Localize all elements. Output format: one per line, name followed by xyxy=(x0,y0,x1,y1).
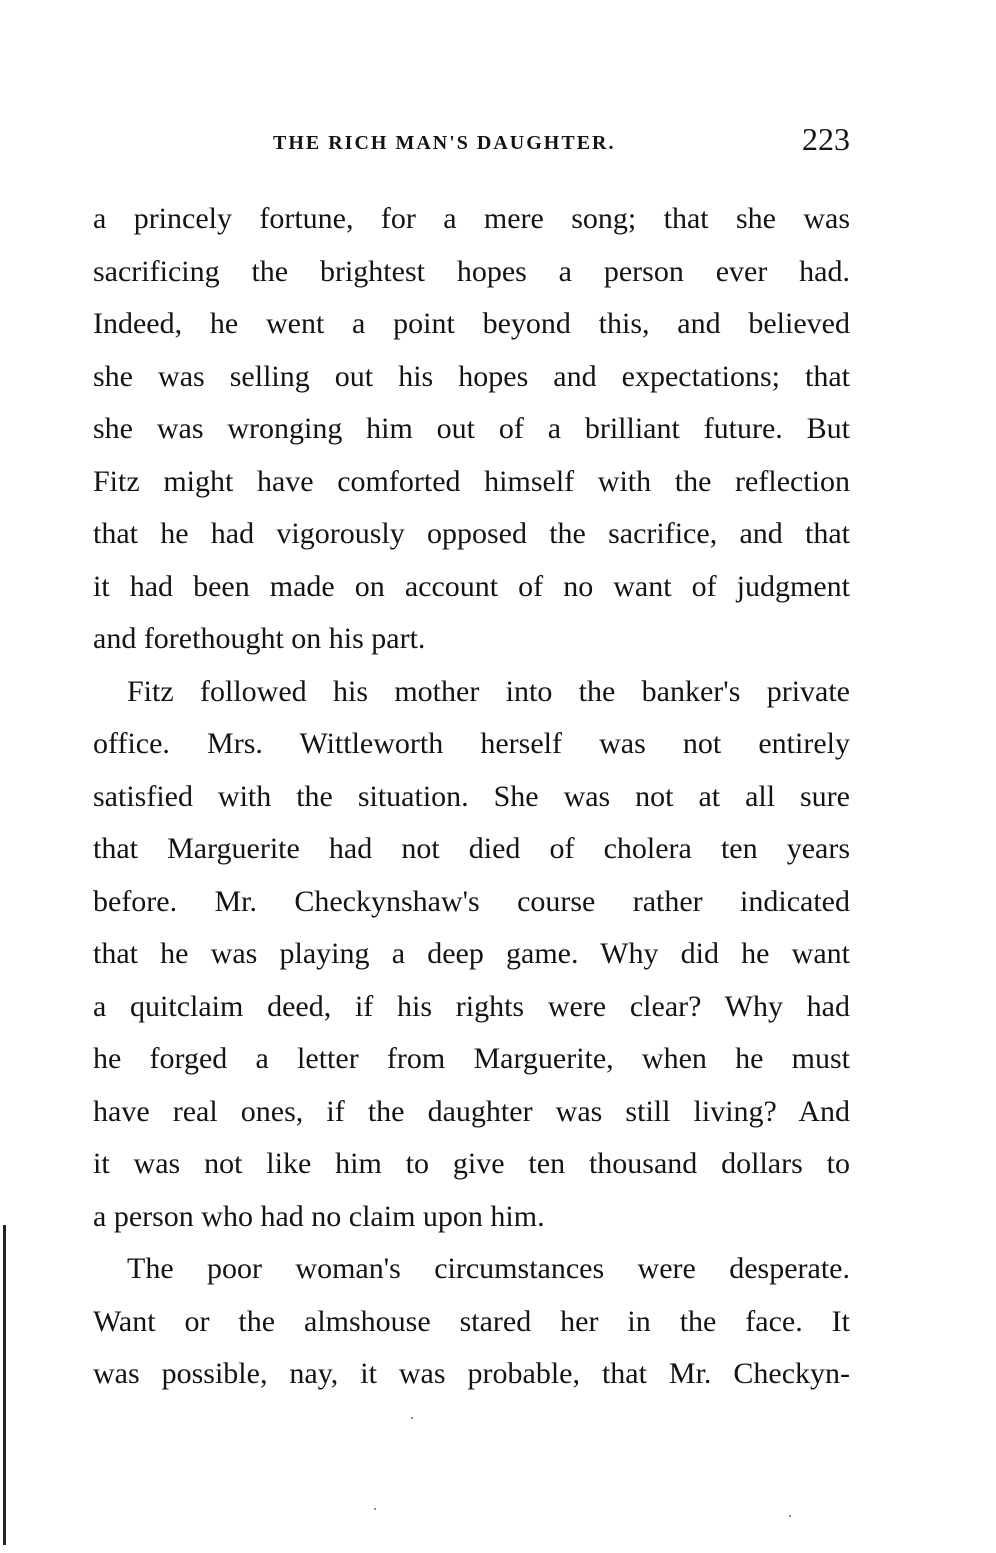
text-line: The poor woman's circumstances were desperate. xyxy=(127,1252,850,1285)
scan-speck xyxy=(411,1417,413,1419)
text-line: Fitz might have comforted himself with the reflection xyxy=(93,464,850,498)
text-line: sacrificing the brightest hopes a person ever had. xyxy=(93,254,850,288)
text-line: before. Mr. Checkynshaw's course rather indicated xyxy=(93,884,850,918)
text-line: that he was playing a deep game. Why did he want xyxy=(93,937,850,970)
text-line: she was wronging him out of a brilliant future. But xyxy=(93,412,850,445)
body-text xyxy=(93,193,850,1401)
page-number: 223 xyxy=(802,121,850,157)
text-line: it had been made on account of no want of judgment xyxy=(93,569,850,603)
text-line: a person who had no claim upon him. xyxy=(93,1199,545,1233)
text-line: satisfied with the situation. She was not at all sure xyxy=(93,779,850,813)
text-line: have real ones, if the daughter was still living? And xyxy=(93,1094,850,1128)
scan-speck xyxy=(374,1508,376,1510)
text-line: Want or the almshouse stared her in the face. It xyxy=(93,1304,850,1338)
text-line: was possible, nay, it was probable, that Mr. Checkyn- xyxy=(93,1357,850,1390)
text-line: that Marguerite had not died of cholera ten years xyxy=(93,832,850,865)
running-head xyxy=(93,118,850,162)
text-line: that he had vigorously opposed the sacrifice, and that xyxy=(93,517,850,550)
text-line: Fitz followed his mother into the banker's private xyxy=(127,674,850,708)
running-head-title: THE RICH MAN'S DAUGHTER. xyxy=(273,132,616,154)
text-line: she was selling out his hopes and expectations; that xyxy=(93,359,850,393)
text-line: it was not like him to give ten thousand dollars to xyxy=(93,1147,850,1180)
text-line: a princely fortune, for a mere song; that she was xyxy=(93,202,850,235)
scan-speck xyxy=(789,1515,791,1517)
text-line: office. Mrs. Wittleworth herself was not entirely xyxy=(93,727,850,760)
text-line: a quitclaim deed, if his rights were clear? Why had xyxy=(93,989,850,1023)
text-line: and forethought on his part. xyxy=(93,622,426,655)
text-line: he forged a letter from Marguerite, when he must xyxy=(93,1042,850,1075)
scan-edge-line xyxy=(3,1225,6,1545)
text-line: Indeed, he went a point beyond this, and believed xyxy=(93,307,850,340)
